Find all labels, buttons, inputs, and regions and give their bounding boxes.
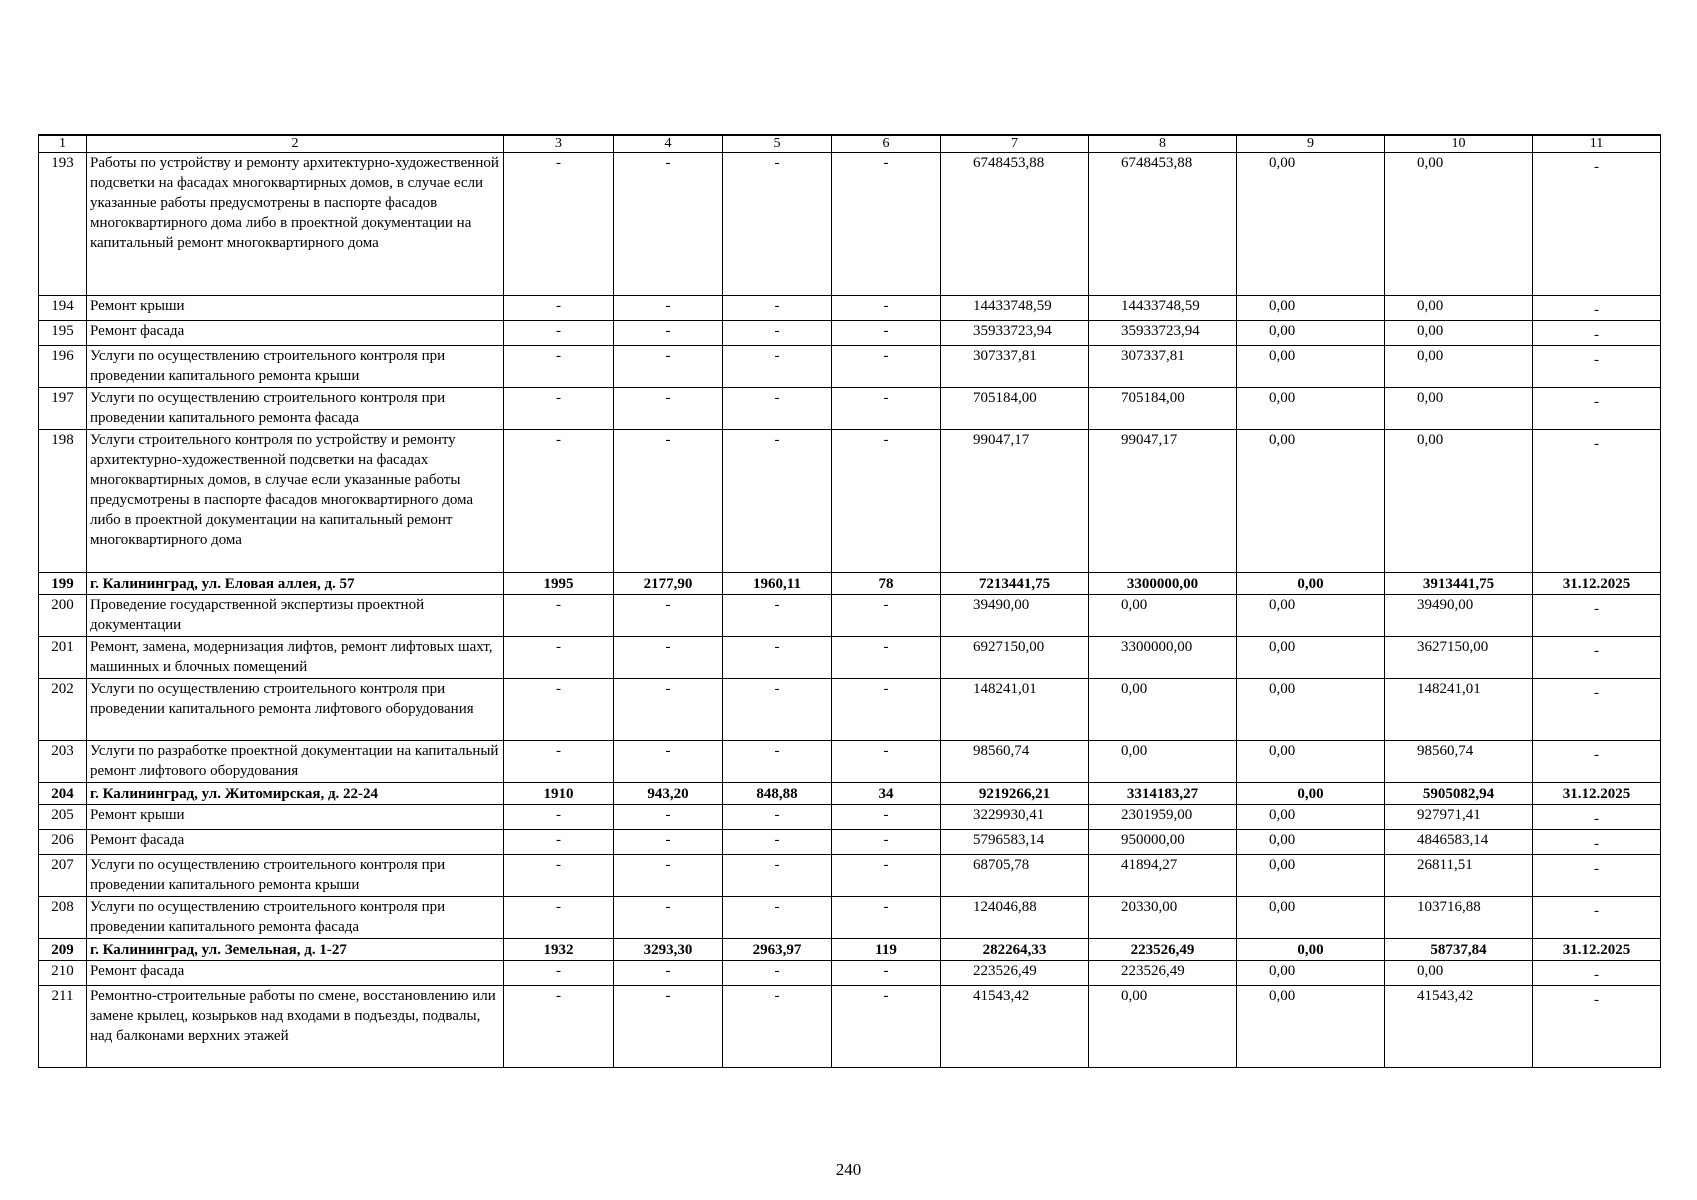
deadline-cell: -: [1533, 830, 1661, 855]
living-area-cell: -: [723, 637, 832, 679]
deadline-cell: -: [1533, 595, 1661, 637]
cost-fund-cell: 20330,00: [1089, 897, 1237, 939]
living-area-cell: -: [723, 741, 832, 783]
cost-total-cell: 307337,81: [941, 346, 1089, 388]
living-area-cell: 848,88: [723, 783, 832, 805]
work-name-cell: Работы по устройству и ремонту архитектурно-художественной подсветки на фасадах многоквартирных домов, в случае если указанные работы предусмотрены в паспорте фасадов многоквартирного дома либо в проектной документации на капитальный ремонт многоквартирного дома: [87, 153, 504, 296]
row-number-cell: 204: [39, 783, 87, 805]
work-name-cell: Ремонт фасада: [87, 961, 504, 986]
table-row: [39, 741, 1661, 783]
living-area-cell: -: [723, 153, 832, 296]
table-row: [39, 296, 1661, 321]
row-number-cell: 196: [39, 346, 87, 388]
header-cell: 1: [39, 135, 87, 153]
cost-owners-cell: 3913441,75: [1385, 573, 1533, 595]
cost-fund-cell: 950000,00: [1089, 830, 1237, 855]
living-area-cell: -: [723, 855, 832, 897]
cost-total-cell: 6927150,00: [941, 637, 1089, 679]
cost-fund-cell: 41894,27: [1089, 855, 1237, 897]
deadline-cell: 31.12.2025: [1533, 783, 1661, 805]
cost-total-cell: 7213441,75: [941, 573, 1089, 595]
cost-total-cell: 35933723,94: [941, 321, 1089, 346]
year-cell: -: [504, 595, 614, 637]
cost-budget-cell: 0,00: [1237, 573, 1385, 595]
residents-cell: -: [832, 897, 941, 939]
cost-total-cell: 124046,88: [941, 897, 1089, 939]
work-name-cell: Ремонт крыши: [87, 296, 504, 321]
cost-owners-cell: 0,00: [1385, 430, 1533, 573]
deadline-cell: -: [1533, 388, 1661, 430]
cost-owners-cell: 5905082,94: [1385, 783, 1533, 805]
work-name-cell: Ремонт, замена, модернизация лифтов, ремонт лифтовых шахт, машинных и блочных помещений: [87, 637, 504, 679]
residents-cell: -: [832, 830, 941, 855]
deadline-cell: -: [1533, 855, 1661, 897]
living-area-cell: -: [723, 679, 832, 741]
total-area-cell: -: [614, 595, 723, 637]
year-cell: -: [504, 897, 614, 939]
address-row: [39, 783, 1661, 805]
cost-fund-cell: 14433748,59: [1089, 296, 1237, 321]
residents-cell: -: [832, 741, 941, 783]
total-area-cell: -: [614, 153, 723, 296]
cost-owners-cell: 39490,00: [1385, 595, 1533, 637]
year-cell: 1995: [504, 573, 614, 595]
total-area-cell: -: [614, 388, 723, 430]
total-area-cell: -: [614, 741, 723, 783]
row-number-cell: 197: [39, 388, 87, 430]
deadline-cell: -: [1533, 679, 1661, 741]
deadline-cell: -: [1533, 346, 1661, 388]
row-number-cell: 206: [39, 830, 87, 855]
row-number-cell: 203: [39, 741, 87, 783]
total-area-cell: 943,20: [614, 783, 723, 805]
work-name-cell: Услуги по осуществлению строительного контроля при проведении капитального ремонта крыши: [87, 346, 504, 388]
cost-fund-cell: 2301959,00: [1089, 805, 1237, 830]
table-row: [39, 388, 1661, 430]
header-cell: 3: [504, 135, 614, 153]
header-cell: 4: [614, 135, 723, 153]
table-row: [39, 897, 1661, 939]
year-cell: -: [504, 805, 614, 830]
table-body: [39, 135, 1661, 1068]
year-cell: -: [504, 830, 614, 855]
cost-fund-cell: 223526,49: [1089, 939, 1237, 961]
header-cell: 6: [832, 135, 941, 153]
table-row: [39, 830, 1661, 855]
deadline-cell: 31.12.2025: [1533, 939, 1661, 961]
cost-owners-cell: 0,00: [1385, 296, 1533, 321]
header-cell: 11: [1533, 135, 1661, 153]
cost-fund-cell: 0,00: [1089, 679, 1237, 741]
cost-budget-cell: 0,00: [1237, 961, 1385, 986]
cost-budget-cell: 0,00: [1237, 855, 1385, 897]
cost-total-cell: 14433748,59: [941, 296, 1089, 321]
header-cell: 9: [1237, 135, 1385, 153]
table-row: [39, 637, 1661, 679]
deadline-cell: -: [1533, 961, 1661, 986]
cost-fund-cell: 6748453,88: [1089, 153, 1237, 296]
living-area-cell: -: [723, 897, 832, 939]
cost-total-cell: 5796583,14: [941, 830, 1089, 855]
year-cell: 1910: [504, 783, 614, 805]
cost-owners-cell: 4846583,14: [1385, 830, 1533, 855]
year-cell: -: [504, 986, 614, 1068]
cost-total-cell: 282264,33: [941, 939, 1089, 961]
cost-fund-cell: 3314183,27: [1089, 783, 1237, 805]
residents-cell: 34: [832, 783, 941, 805]
living-area-cell: -: [723, 830, 832, 855]
table-row: [39, 986, 1661, 1068]
row-number-cell: 201: [39, 637, 87, 679]
page-number: 240: [835, 1160, 862, 1179]
total-area-cell: -: [614, 637, 723, 679]
deadline-cell: 31.12.2025: [1533, 573, 1661, 595]
cost-budget-cell: 0,00: [1237, 783, 1385, 805]
total-area-cell: -: [614, 430, 723, 573]
year-cell: -: [504, 388, 614, 430]
deadline-cell: -: [1533, 637, 1661, 679]
year-cell: -: [504, 296, 614, 321]
work-name-cell: Услуги по осуществлению строительного контроля при проведении капитального ремонта крыши: [87, 855, 504, 897]
living-area-cell: -: [723, 388, 832, 430]
residents-cell: 78: [832, 573, 941, 595]
cost-budget-cell: 0,00: [1237, 986, 1385, 1068]
deadline-cell: -: [1533, 296, 1661, 321]
header-row: [39, 135, 1661, 153]
deadline-cell: -: [1533, 430, 1661, 573]
row-number-cell: 199: [39, 573, 87, 595]
deadline-cell: -: [1533, 741, 1661, 783]
living-area-cell: -: [723, 986, 832, 1068]
cost-owners-cell: 0,00: [1385, 346, 1533, 388]
year-cell: -: [504, 637, 614, 679]
residents-cell: -: [832, 153, 941, 296]
year-cell: -: [504, 153, 614, 296]
row-number-cell: 202: [39, 679, 87, 741]
cost-total-cell: 39490,00: [941, 595, 1089, 637]
works-table: [38, 134, 1661, 1068]
total-area-cell: -: [614, 321, 723, 346]
living-area-cell: 2963,97: [723, 939, 832, 961]
cost-fund-cell: 223526,49: [1089, 961, 1237, 986]
cost-total-cell: 223526,49: [941, 961, 1089, 986]
residents-cell: -: [832, 986, 941, 1068]
living-area-cell: -: [723, 805, 832, 830]
cost-budget-cell: 0,00: [1237, 153, 1385, 296]
residents-cell: -: [832, 430, 941, 573]
work-name-cell: г. Калининград, ул. Еловая аллея, д. 57: [87, 573, 504, 595]
cost-total-cell: 3229930,41: [941, 805, 1089, 830]
cost-owners-cell: 0,00: [1385, 153, 1533, 296]
living-area-cell: -: [723, 430, 832, 573]
cost-total-cell: 98560,74: [941, 741, 1089, 783]
cost-owners-cell: 98560,74: [1385, 741, 1533, 783]
total-area-cell: -: [614, 961, 723, 986]
residents-cell: -: [832, 637, 941, 679]
year-cell: -: [504, 346, 614, 388]
deadline-cell: -: [1533, 986, 1661, 1068]
residents-cell: -: [832, 855, 941, 897]
residents-cell: -: [832, 961, 941, 986]
row-number-cell: 200: [39, 595, 87, 637]
residents-cell: 119: [832, 939, 941, 961]
row-number-cell: 195: [39, 321, 87, 346]
year-cell: -: [504, 741, 614, 783]
cost-total-cell: 41543,42: [941, 986, 1089, 1068]
residents-cell: -: [832, 346, 941, 388]
table-row: [39, 595, 1661, 637]
cost-owners-cell: 0,00: [1385, 388, 1533, 430]
cost-fund-cell: 3300000,00: [1089, 573, 1237, 595]
row-number-cell: 205: [39, 805, 87, 830]
work-name-cell: Проведение государственной экспертизы проектной документации: [87, 595, 504, 637]
cost-owners-cell: 58737,84: [1385, 939, 1533, 961]
cost-owners-cell: 3627150,00: [1385, 637, 1533, 679]
total-area-cell: -: [614, 805, 723, 830]
work-name-cell: Услуги по осуществлению строительного контроля при проведении капитального ремонта лифтового оборудования: [87, 679, 504, 741]
table-row: [39, 321, 1661, 346]
work-name-cell: Ремонт фасада: [87, 321, 504, 346]
deadline-cell: -: [1533, 153, 1661, 296]
living-area-cell: 1960,11: [723, 573, 832, 595]
work-name-cell: Ремонт фасада: [87, 830, 504, 855]
cost-fund-cell: 705184,00: [1089, 388, 1237, 430]
cost-fund-cell: 3300000,00: [1089, 637, 1237, 679]
residents-cell: -: [832, 388, 941, 430]
work-name-cell: Услуги по осуществлению строительного контроля при проведении капитального ремонта фасада: [87, 388, 504, 430]
year-cell: -: [504, 321, 614, 346]
deadline-cell: -: [1533, 321, 1661, 346]
row-number-cell: 208: [39, 897, 87, 939]
total-area-cell: -: [614, 296, 723, 321]
work-name-cell: Услуги по разработке проектной документации на капитальный ремонт лифтового оборудования: [87, 741, 504, 783]
total-area-cell: -: [614, 897, 723, 939]
header-cell: 7: [941, 135, 1089, 153]
table-row: [39, 430, 1661, 573]
cost-budget-cell: 0,00: [1237, 637, 1385, 679]
table-row: [39, 346, 1661, 388]
residents-cell: -: [832, 679, 941, 741]
cost-owners-cell: 0,00: [1385, 961, 1533, 986]
year-cell: -: [504, 855, 614, 897]
header-cell: 10: [1385, 135, 1533, 153]
address-row: [39, 573, 1661, 595]
cost-budget-cell: 0,00: [1237, 805, 1385, 830]
year-cell: 1932: [504, 939, 614, 961]
row-number-cell: 209: [39, 939, 87, 961]
cost-total-cell: 6748453,88: [941, 153, 1089, 296]
cost-fund-cell: 35933723,94: [1089, 321, 1237, 346]
cost-budget-cell: 0,00: [1237, 321, 1385, 346]
cost-fund-cell: 307337,81: [1089, 346, 1237, 388]
work-name-cell: г. Калининград, ул. Земельная, д. 1-27: [87, 939, 504, 961]
residents-cell: -: [832, 321, 941, 346]
year-cell: -: [504, 961, 614, 986]
living-area-cell: -: [723, 346, 832, 388]
cost-budget-cell: 0,00: [1237, 346, 1385, 388]
header-cell: 5: [723, 135, 832, 153]
cost-owners-cell: 927971,41: [1385, 805, 1533, 830]
row-number-cell: 210: [39, 961, 87, 986]
cost-owners-cell: 148241,01: [1385, 679, 1533, 741]
work-name-cell: Ремонтно-строительные работы по смене, восстановлению или замене крылец, козырьков над входами в подъезды, подвалы, над балконами верхних этажей: [87, 986, 504, 1068]
row-number-cell: 211: [39, 986, 87, 1068]
total-area-cell: 2177,90: [614, 573, 723, 595]
cost-owners-cell: 26811,51: [1385, 855, 1533, 897]
total-area-cell: -: [614, 346, 723, 388]
cost-owners-cell: 41543,42: [1385, 986, 1533, 1068]
year-cell: -: [504, 679, 614, 741]
work-name-cell: Ремонт крыши: [87, 805, 504, 830]
cost-budget-cell: 0,00: [1237, 830, 1385, 855]
total-area-cell: 3293,30: [614, 939, 723, 961]
cost-budget-cell: 0,00: [1237, 388, 1385, 430]
row-number-cell: 194: [39, 296, 87, 321]
total-area-cell: -: [614, 855, 723, 897]
table-row: [39, 805, 1661, 830]
residents-cell: -: [832, 595, 941, 637]
year-cell: -: [504, 430, 614, 573]
cost-budget-cell: 0,00: [1237, 595, 1385, 637]
living-area-cell: -: [723, 961, 832, 986]
total-area-cell: -: [614, 830, 723, 855]
living-area-cell: -: [723, 321, 832, 346]
cost-fund-cell: 0,00: [1089, 741, 1237, 783]
cost-owners-cell: 103716,88: [1385, 897, 1533, 939]
cost-budget-cell: 0,00: [1237, 741, 1385, 783]
cost-total-cell: 68705,78: [941, 855, 1089, 897]
cost-fund-cell: 0,00: [1089, 986, 1237, 1068]
cost-budget-cell: 0,00: [1237, 679, 1385, 741]
table-row: [39, 961, 1661, 986]
table-row: [39, 855, 1661, 897]
table-row: [39, 153, 1661, 296]
total-area-cell: -: [614, 986, 723, 1068]
header-cell: 8: [1089, 135, 1237, 153]
cost-fund-cell: 0,00: [1089, 595, 1237, 637]
cost-total-cell: 148241,01: [941, 679, 1089, 741]
table-row: [39, 679, 1661, 741]
cost-total-cell: 705184,00: [941, 388, 1089, 430]
work-name-cell: г. Калининград, ул. Житомирская, д. 22-24: [87, 783, 504, 805]
row-number-cell: 193: [39, 153, 87, 296]
address-row: [39, 939, 1661, 961]
cost-total-cell: 9219266,21: [941, 783, 1089, 805]
total-area-cell: -: [614, 679, 723, 741]
living-area-cell: -: [723, 595, 832, 637]
row-number-cell: 198: [39, 430, 87, 573]
header-cell: 2: [87, 135, 504, 153]
cost-fund-cell: 99047,17: [1089, 430, 1237, 573]
deadline-cell: -: [1533, 805, 1661, 830]
living-area-cell: -: [723, 296, 832, 321]
row-number-cell: 207: [39, 855, 87, 897]
work-name-cell: Услуги по осуществлению строительного контроля при проведении капитального ремонта фасада: [87, 897, 504, 939]
work-name-cell: Услуги строительного контроля по устройству и ремонту архитектурно-художественной подсветки на фасадах многоквартирных домов, в случае если указанные работы предусмотрены в паспорте фасадов многоквартирного дома либо в проектной документации на капитальный ремонт многоквартирного дома: [87, 430, 504, 573]
cost-budget-cell: 0,00: [1237, 939, 1385, 961]
residents-cell: -: [832, 805, 941, 830]
residents-cell: -: [832, 296, 941, 321]
cost-budget-cell: 0,00: [1237, 296, 1385, 321]
cost-total-cell: 99047,17: [941, 430, 1089, 573]
deadline-cell: -: [1533, 897, 1661, 939]
cost-budget-cell: 0,00: [1237, 430, 1385, 573]
cost-owners-cell: 0,00: [1385, 321, 1533, 346]
cost-budget-cell: 0,00: [1237, 897, 1385, 939]
